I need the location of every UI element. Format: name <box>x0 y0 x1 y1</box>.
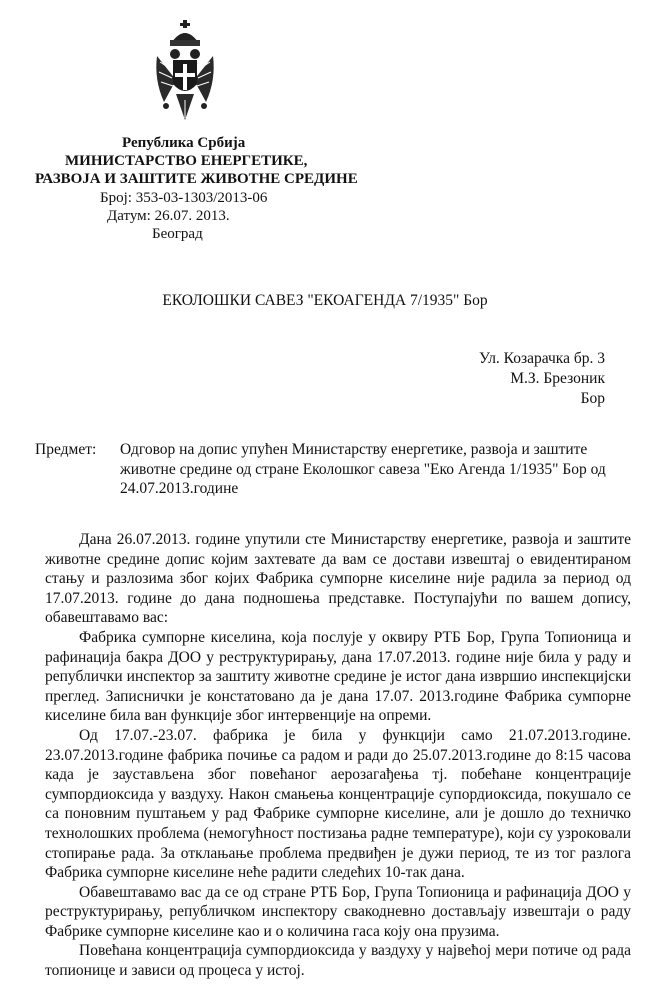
republic-name: Република Србија <box>122 135 246 151</box>
ministry-name-line1: МИНИСТАРСТВО ЕНЕРГЕТИКЕ, <box>65 153 308 169</box>
body-paragraph: Повећана концентрација сумпордиоксида у ваздуху у највећој мери потиче од рада топионице и зависи од процеса у истој. <box>45 942 631 980</box>
body-paragraph: Фабрика сумпорне киселина, која послује у оквиру РТБ Бор, Група Топионица и рафинација бакра ДОО у реструктурирању, дана 17.07.2013. године није била у раду и републички инспектор за заштиту животне средине је истог дана извршио инспекцијски преглед. Записнички је констатовано да је дана 17.07. 2013.године Фабрика сумпорне киселине била ван функције због интервенције на опреми. <box>45 628 631 725</box>
body-paragraph: Од 17.07.-23.07. фабрика је била у функцији само 21.07.2013.године. 23.07.2013.године фабрика почиње са радом и ради до 25.07.2013.године до 8:15 часова када је заустављена због повећаног аерозагађења тј. побећане концентрације сумпордиоксида у ваздуху. Након смањења концентрације супордиоксида, покушало се са поновним пуштањем у рад Фабрике сумпорне киселине, али је дошло до техничко технолошких проблема (немогућност постизања радне температуре), који су узроковали стопирање рада. За отклањање проблема предвиђен је дужи период, те из тог разлога Фабрика сумпорне киселине неће радити следећих 10-так дана. <box>45 726 631 882</box>
subject-label: Предмет: <box>35 441 97 458</box>
document-number: Број: 353-03-1303/2013-06 <box>100 190 268 206</box>
coat-of-arms-icon <box>152 20 218 124</box>
recipient-street: Ул. Козарачка бр. 3 <box>478 350 605 367</box>
recipient-name: ЕКОЛОШКИ САВЕЗ "ЕКОАГЕНДА 7/1935" Бор <box>162 292 488 309</box>
subject-text: Одговор на допис упућен Министарству енергетике, развоја и заштите животне средине од стране Еколошког савеза "Еко Агенда 1/1935" Бор од 24.07.2013.године <box>120 441 606 497</box>
letter-body <box>45 530 631 981</box>
subject-block <box>35 440 617 499</box>
recipient-address <box>479 349 605 409</box>
body-paragraph: Дана 26.07.2013. године упутили сте Министарству енергетике, развоја и заштите животне средине допис којим захтевате да вам се достави извештај о евидентираном стању и разлозима због којих Фабрика сумпорне киселине није радила за период од 17.07.2013. године до дана подношења представке. Поступајући по вашем допису, обавештавамо вас: <box>45 531 631 627</box>
body-paragraph: Обавештавамо вас да се од стране РТБ Бор, Група Топионица и рафинација ДОО у реструктурирању, републичком инспектору свакодневно достављају извештаји о раду Фабрике сумпорне киселине као и о количина гаса коју она прузима. <box>45 883 631 940</box>
document-date: Датум: 26.07. 2013. <box>107 208 230 224</box>
document-city: Београд <box>152 226 203 242</box>
recipient-city: Бор <box>580 390 605 407</box>
ministry-name-line2: РАЗВОЈА И ЗАШТИТЕ ЖИВОТНЕ СРЕДИНЕ <box>35 171 358 187</box>
recipient-community: М.З. Брезоник <box>510 370 605 387</box>
